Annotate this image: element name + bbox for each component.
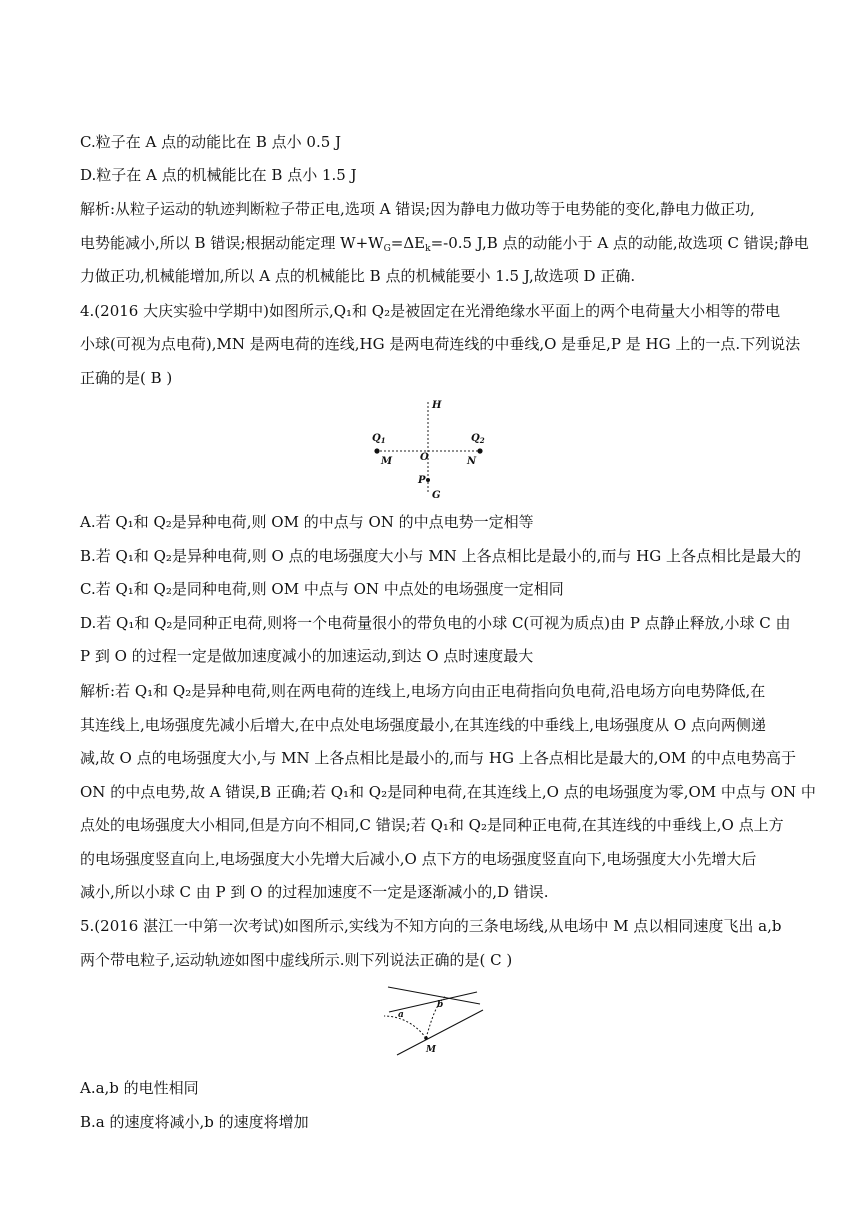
q4-explanation-line: 的电场强度竖直向上,电场强度大小先增大后减小,O 点下方的电场强度竖直向下,电场强度大小先增大后 [80, 850, 757, 868]
charge-q2-dot [477, 448, 482, 453]
label-m: M [381, 456, 393, 467]
label-o: O [420, 452, 429, 463]
label-h: H [432, 400, 442, 411]
label-q2: $Q_2$ [471, 433, 485, 445]
label-a: a [398, 1010, 404, 1020]
label-b: b [437, 1000, 444, 1010]
q4-explanation-line: 其连线上,电场强度先减小后增大,在中点处电场强度最小,在其连线的中垂线上,电场强度从 O 点向两侧递 [80, 716, 766, 734]
q4-explanation-line: 减小,所以小球 C 由 P 到 O 的过程加速度不一定是逐渐减小的,D 错误. [80, 883, 549, 901]
q5-option-b: B.a 的速度将减小,b 的速度将增加 [80, 1113, 309, 1131]
q4-explanation-line: 点处的电场强度大小相同,但是方向不相同,C 错误;若 Q₁和 Q₂是同种正电荷,在其连线的中垂线上,O 点上方 [80, 816, 784, 834]
q4-option-a: A.若 Q₁和 Q₂是异种电荷,则 OM 的中点与 ON 的中点电势一定相等 [80, 513, 534, 531]
label-n: N [467, 456, 477, 467]
q4-explanation-line: 解析:若 Q₁和 Q₂是异种电荷,则在两电荷的连线上,电场方向由正电荷指向负电荷,沿电场方向电势降低,在 [80, 682, 766, 700]
q5-field-line-diagram [380, 982, 490, 1062]
q4-option-b: B.若 Q₁和 Q₂是异种电荷,则 O 点的电场强度大小与 MN 上各点相比是最小的,而与 HG 上各点相比是最大的 [80, 547, 801, 565]
q4-option-c: C.若 Q₁和 Q₂是同种电荷,则 OM 中点与 ON 中点处的电场强度一定相同 [80, 580, 564, 598]
label-p: P [418, 475, 426, 486]
field-line [397, 1010, 483, 1055]
charge-q1-dot [374, 448, 379, 453]
q3-explanation-line: 力做正功,机械能增加,所以 A 点的机械能比 B 点的机械能要小 1.5 J,故选项 D 正确. [80, 267, 636, 285]
q4-stem: 正确的是( B ) [80, 369, 173, 387]
label-m: M [426, 1045, 436, 1055]
q5-stem: 5.(2016 湛江一中第一次考试)如图所示,实线为不知方向的三条电场线,从电场中 M 点以相同速度飞出 a,b [80, 917, 782, 935]
q5-stem: 两个带电粒子,运动轨迹如图中虚线所示.则下列说法正确的是( C ) [80, 951, 513, 969]
q4-option-d: P 到 O 的过程一定是做加速度减小的加速运动,到达 O 点时速度最大 [80, 647, 534, 665]
q3-option-c: C.粒子在 A 点的动能比在 B 点小 0.5 J [80, 133, 342, 151]
q3-option-d: D.粒子在 A 点的机械能比在 B 点小 1.5 J [80, 166, 357, 184]
label-q1: $Q_1$ [372, 433, 386, 445]
q5-option-a: A.a,b 的电性相同 [80, 1079, 199, 1097]
q4-stem: 4.(2016 大庆实验中学期中)如图所示,Q₁和 Q₂是被固定在光滑绝缘水平面上的两个电荷量大小相等的带电 [80, 302, 781, 320]
trajectory-a [384, 1016, 426, 1038]
q4-charge-diagram [368, 394, 496, 504]
q4-explanation-line: ON 的中点电势,故 A 错误,B 正确;若 Q₁和 Q₂是同种电荷,在其连线上,O 点的电场强度为零,OM 中点与 ON 中 [80, 783, 816, 801]
q4-stem: 小球(可视为点电荷),MN 是两电荷的连线,HG 是两电荷连线的中垂线,O 是垂足,P 是 HG 上的一点.下列说法 [80, 335, 801, 353]
q4-explanation-line: 减,故 O 点的电场强度大小,与 MN 上各点相比是最小的,而与 HG 上各点相比是最大的,OM 的中点电势高于 [80, 749, 796, 767]
q3-explanation-line: 解析:从粒子运动的轨迹判断粒子带正电,选项 A 错误;因为静电力做功等于电势能的变化,静电力做正功, [80, 200, 755, 218]
point-m-dot [424, 1036, 428, 1040]
label-g: G [432, 490, 441, 501]
q4-option-d: D.若 Q₁和 Q₂是同种正电荷,则将一个电荷量很小的带负电的小球 C(可视为质点)由 P 点静止释放,小球 C 由 [80, 614, 791, 632]
q3-explanation-line: 电势能减小,所以 B 错误;根据动能定理 $W+W_G=\Delta E_k=-0.5$ J,B 点的动能小于 A 点的动能,故选项 C 错误;静电 [80, 234, 809, 254]
point-p-dot [426, 478, 430, 482]
